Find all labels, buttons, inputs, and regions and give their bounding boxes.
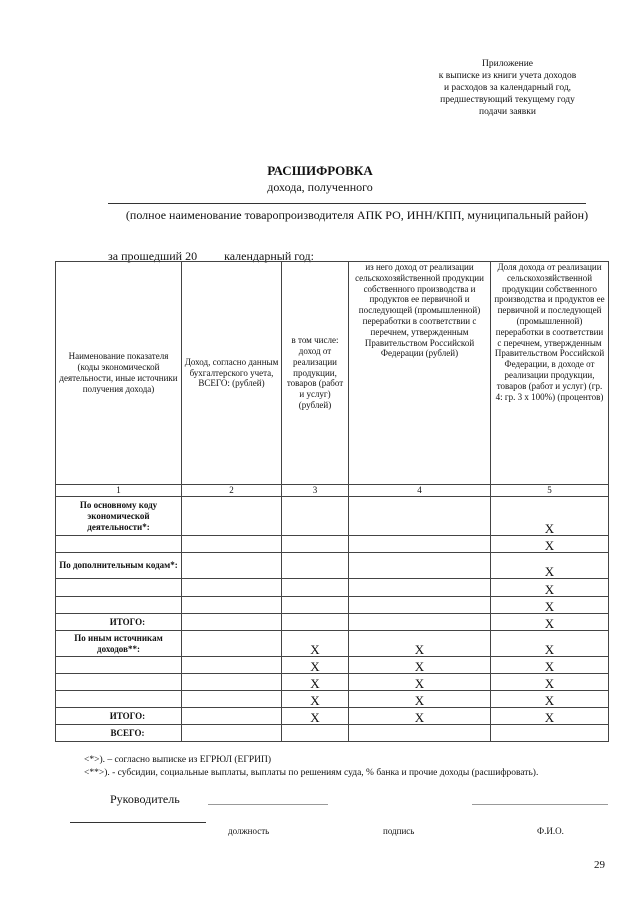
appendix-line: и расходов за календарный год, [443,83,572,93]
x-mark: X [349,674,491,691]
table-row [56,579,609,597]
row-label-grand-total: ВСЕГО: [56,725,182,742]
input-cell[interactable] [282,597,349,614]
input-cell[interactable] [349,497,491,536]
input-cell[interactable] [282,536,349,553]
position-line [208,804,328,805]
table-row [56,725,609,742]
producer-name-line [108,203,586,204]
position-caption: должность [228,826,270,836]
table-row [56,553,609,579]
row-label-total: ИТОГО: [56,614,182,631]
table-row [56,631,609,657]
row-label-total-2: ИТОГО: [56,708,182,725]
input-cell[interactable] [56,691,182,708]
x-mark: X [491,657,609,674]
input-cell[interactable] [182,597,282,614]
x-mark: X [282,708,349,725]
input-cell[interactable] [182,614,282,631]
table-row [56,497,609,536]
income-breakdown-table [55,261,609,742]
table-row [56,657,609,674]
x-mark: X [491,631,609,657]
input-cell[interactable] [349,725,491,742]
signature-line [70,822,206,823]
row-label-additional-codes: По дополнительным кодам*: [56,553,182,579]
table-header-row [56,262,609,485]
column-number: 1 [56,485,182,497]
input-cell[interactable] [282,497,349,536]
input-cell[interactable] [182,674,282,691]
footnotes [84,754,538,780]
table-row [56,614,609,631]
input-cell[interactable] [56,657,182,674]
name-line [472,804,608,805]
x-mark: X [282,674,349,691]
footnote: <**>). - субсидии, социальные выплаты, выплаты по решениям суда, % банка и прочие доходы (расшифровать). [84,768,539,778]
column-number: 5 [491,485,609,497]
input-cell[interactable] [349,579,491,597]
row-label-main-code: По основному коду экономической деятельности*: [56,497,182,536]
header-indicator-name: Наименование показателя (коды экономической деятельности, иные источники получения дохода) [56,262,182,485]
input-cell[interactable] [182,536,282,553]
input-cell[interactable] [282,553,349,579]
column-number: 4 [349,485,491,497]
input-cell[interactable] [349,553,491,579]
x-mark: X [491,708,609,725]
input-cell[interactable] [491,725,609,742]
input-cell[interactable] [56,674,182,691]
x-mark: X [491,497,609,536]
x-mark: X [491,553,609,579]
period-label: за прошедший 20____ календарный год: [108,249,314,263]
full-name-caption: Ф.И.О. [537,826,564,836]
document-title: РАСШИФРОВКА [267,163,373,178]
input-cell[interactable] [56,536,182,553]
input-cell[interactable] [349,536,491,553]
appendix-line: Приложение [482,59,533,69]
input-cell[interactable] [182,553,282,579]
input-cell[interactable] [182,725,282,742]
x-mark: X [491,691,609,708]
input-cell[interactable] [182,657,282,674]
input-cell[interactable] [349,614,491,631]
x-mark: X [349,657,491,674]
column-numbers-row [56,485,609,497]
x-mark: X [491,614,609,631]
x-mark: X [349,631,491,657]
head-signature-label: Руководитель [110,792,180,806]
page-number: 29 [594,859,605,871]
appendix-note [405,58,610,118]
appendix-line: подачи заявки [479,107,536,117]
input-cell[interactable] [182,497,282,536]
table-row [56,536,609,553]
x-mark: X [349,708,491,725]
header-total-income: Доход, согласно данным бухгалтерского учета, ВСЕГО: (рублей) [182,262,282,485]
input-cell[interactable] [182,708,282,725]
row-label-other-sources: По иным источникам доходов**: [56,631,182,657]
column-number: 2 [182,485,282,497]
footnote: <*>). – согласно выписке из ЕГРЮЛ (ЕГРИП) [84,755,272,765]
x-mark: X [491,536,609,553]
x-mark: X [349,691,491,708]
input-cell[interactable] [282,614,349,631]
appendix-line: к выписке из книги учета доходов [438,71,577,81]
appendix-line: предшествующий текущему году [440,95,575,105]
x-mark: X [491,674,609,691]
table-row [56,597,609,614]
producer-name-caption: (полное наименование товаропроизводителя АПК РО, ИНН/КПП, муниципальный район) [125,208,589,222]
document-subtitle: дохода, полученного [267,180,373,194]
signature-caption: подпись [383,826,415,836]
x-mark: X [491,579,609,597]
header-agri-income: из него доход от реализации сельскохозяйственной продукции собственного производства и продуктов ее первичной и последующей (промышленной) переработки в соответствии с перечнем, утвержденным Правительством Российской Федерации (рублей) [349,262,491,485]
input-cell[interactable] [182,631,282,657]
x-mark: X [282,657,349,674]
x-mark: X [491,597,609,614]
input-cell[interactable] [282,579,349,597]
column-number: 3 [282,485,349,497]
table-row [56,674,609,691]
x-mark: X [282,691,349,708]
table-row [56,691,609,708]
input-cell[interactable] [182,691,282,708]
table-row [56,708,609,725]
header-sales-income: в том числе: доход от реализации продукции, товаров (работ и услуг) (рублей) [282,262,349,485]
input-cell[interactable] [56,597,182,614]
input-cell[interactable] [182,579,282,597]
x-mark: X [282,631,349,657]
input-cell[interactable] [349,597,491,614]
input-cell[interactable] [56,579,182,597]
input-cell[interactable] [282,725,349,742]
header-agri-share: Доля дохода от реализации сельскохозяйственной продукции собственного производства и продуктов ее первичной и последующей (промышленной) переработки в соответствии с перечнем, утвержденным Правительством Российской Федерации, в доходе от реализации продукции, товаров (работ и услуг) (гр. 4: гр. 3 х 100%) (процентов) [491,262,609,485]
